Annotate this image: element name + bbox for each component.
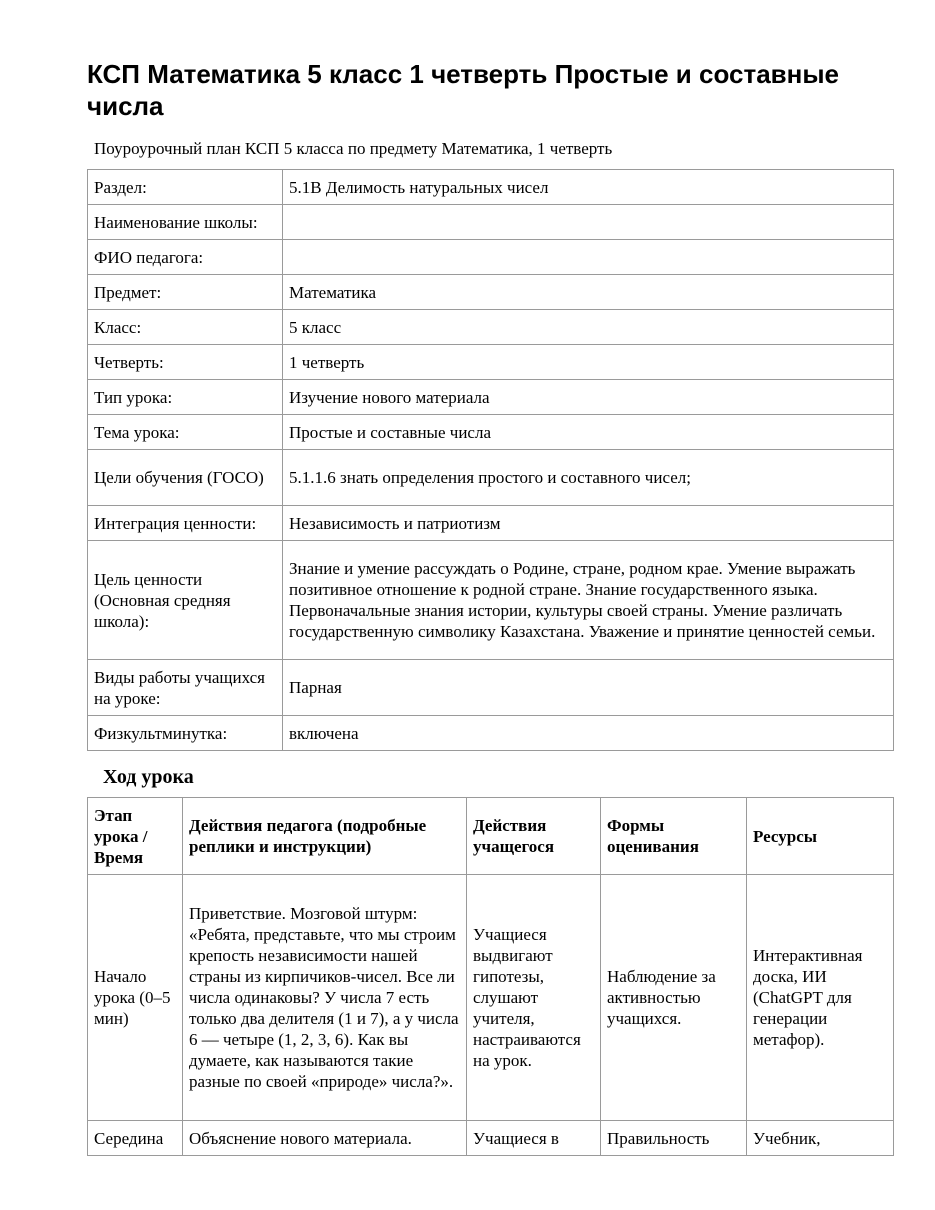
info-row bbox=[88, 716, 894, 751]
student-actions-cell: Учащиеся выдвигают гипотезы, слушают учителя, настраиваются на урок. bbox=[467, 875, 601, 1121]
info-row bbox=[88, 541, 894, 660]
info-value: 5 класс bbox=[283, 310, 894, 345]
info-label: Четверть: bbox=[88, 345, 283, 380]
column-header-stage: Этап урока / Время bbox=[88, 798, 183, 875]
info-row bbox=[88, 205, 894, 240]
info-value: 1 четверть bbox=[283, 345, 894, 380]
info-label: Тип урока: bbox=[88, 380, 283, 415]
teacher-actions-cell: Приветствие. Мозговой штурм: «Ребята, представьте, что мы строим крепость независимости нашей страны из кирпичиков-чисел. Все ли числа одинаковы? У числа 7 есть только два делителя (1 и 7), а у числа 6 — четыре (1, 2, 3, 6). Как вы думаете, как называются такие разные по своей «природе» числа?». bbox=[183, 875, 467, 1121]
page-title: КСП Математика 5 класс 1 четверть Простые и составные числа bbox=[87, 59, 840, 121]
student-actions-cell: Учащиеся в bbox=[467, 1121, 601, 1156]
info-row bbox=[88, 660, 894, 716]
info-value: включена bbox=[283, 716, 894, 751]
info-value: Парная bbox=[283, 660, 894, 716]
info-value bbox=[283, 240, 894, 275]
column-header-student-actions: Действия учащегося bbox=[467, 798, 601, 875]
info-row bbox=[88, 380, 894, 415]
info-label: ФИО педагога: bbox=[88, 240, 283, 275]
resources-cell: Интерактивная доска, ИИ (ChatGPT для генерации метафор). bbox=[747, 875, 894, 1121]
resources-cell: Учебник, bbox=[747, 1121, 894, 1156]
info-row bbox=[88, 415, 894, 450]
plan-header-row bbox=[88, 798, 894, 875]
info-value: Изучение нового материала bbox=[283, 380, 894, 415]
column-header-teacher-actions: Действия педагога (подробные реплики и инструкции) bbox=[183, 798, 467, 875]
column-header-resources: Ресурсы bbox=[747, 798, 894, 875]
info-label: Раздел: bbox=[88, 170, 283, 205]
column-header-assessment: Формы оценивания bbox=[601, 798, 747, 875]
info-label: Интеграция ценности: bbox=[88, 506, 283, 541]
info-label: Класс: bbox=[88, 310, 283, 345]
info-label: Тема урока: bbox=[88, 415, 283, 450]
stage-cell: Середина bbox=[88, 1121, 183, 1156]
info-row bbox=[88, 450, 894, 506]
info-label: Виды работы учащихся на уроке: bbox=[88, 660, 283, 716]
info-row bbox=[88, 240, 894, 275]
info-value: 5.1В Делимость натуральных чисел bbox=[283, 170, 894, 205]
lesson-plan-table bbox=[87, 797, 894, 1156]
info-value: Независимость и патриотизм bbox=[283, 506, 894, 541]
info-label: Наименование школы: bbox=[88, 205, 283, 240]
info-row bbox=[88, 345, 894, 380]
info-label: Физкультминутка: bbox=[88, 716, 283, 751]
info-label: Предмет: bbox=[88, 275, 283, 310]
info-value: Математика bbox=[283, 275, 894, 310]
teacher-actions-cell: Объяснение нового материала. bbox=[183, 1121, 467, 1156]
stage-cell: Начало урока (0–5 мин) bbox=[88, 875, 183, 1121]
info-value bbox=[283, 205, 894, 240]
info-value: Простые и составные числа bbox=[283, 415, 894, 450]
info-label: Цель ценности (Основная средняя школа): bbox=[88, 541, 283, 660]
lesson-info-table bbox=[87, 169, 894, 751]
lesson-progress-heading: Ход урока bbox=[103, 766, 194, 788]
table-row bbox=[88, 875, 894, 1121]
info-row bbox=[88, 170, 894, 205]
assessment-cell: Наблюдение за активностью учащихся. bbox=[601, 875, 747, 1121]
info-row bbox=[88, 275, 894, 310]
info-value: Знание и умение рассуждать о Родине, стране, родном крае. Умение выражать позитивное отношение к родной стране. Знание государственного языка. Первоначальные знания истории, культуры своей страны. Умение различать государственную символику Казахстана. Уважение и принятие ценностей семьи. bbox=[283, 541, 894, 660]
info-value: 5.1.1.6 знать определения простого и составного чисел; bbox=[283, 450, 894, 506]
table-row bbox=[88, 1121, 894, 1156]
page-subtitle: Поуроурочный план КСП 5 класса по предмету Математика, 1 четверть bbox=[94, 139, 613, 158]
info-row bbox=[88, 310, 894, 345]
info-label: Цели обучения (ГОСО) bbox=[88, 450, 283, 506]
info-row bbox=[88, 506, 894, 541]
assessment-cell: Правильность bbox=[601, 1121, 747, 1156]
